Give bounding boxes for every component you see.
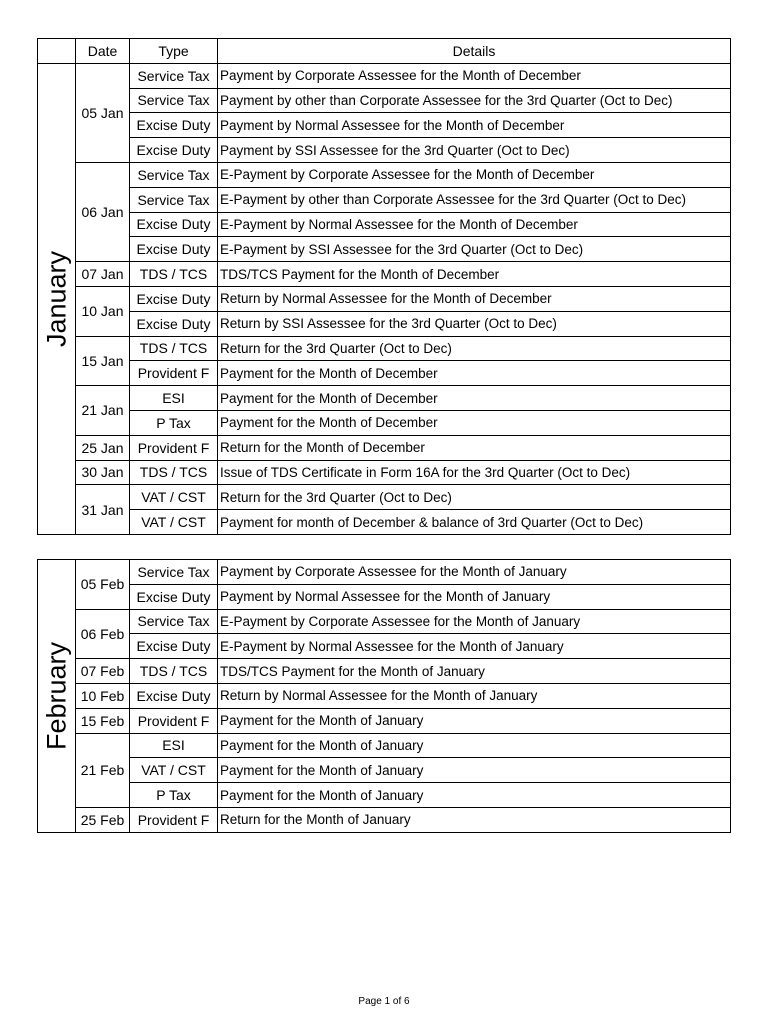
details-cell: Payment for the Month of December — [218, 361, 731, 386]
details-cell: Return for the Month of January — [218, 807, 731, 832]
table-row — [38, 162, 731, 187]
date-cell: 07 Feb — [76, 659, 130, 684]
type-cell: VAT / CST — [130, 510, 218, 535]
date-cell: 05 Jan — [76, 63, 130, 162]
type-cell: ESI — [130, 386, 218, 411]
table-row — [38, 63, 731, 88]
type-cell: Service Tax — [130, 560, 218, 585]
table-row — [38, 311, 731, 336]
details-cell: Payment by Corporate Assessee for the Month of January — [218, 560, 731, 585]
date-cell: 30 Jan — [76, 460, 130, 485]
table-row — [38, 584, 731, 609]
type-cell: P Tax — [130, 410, 218, 435]
type-cell: Service Tax — [130, 609, 218, 634]
type-cell: VAT / CST — [130, 485, 218, 510]
table-row — [38, 485, 731, 510]
table-row — [38, 88, 731, 113]
details-cell: Payment by Corporate Assessee for the Month of December — [218, 63, 731, 88]
details-cell: Return for the Month of December — [218, 435, 731, 460]
table-row — [38, 733, 731, 758]
table-row — [38, 262, 731, 287]
table-row — [38, 783, 731, 808]
table-row — [38, 510, 731, 535]
details-cell: Return for the 3rd Quarter (Oct to Dec) — [218, 336, 731, 361]
type-cell: Excise Duty — [130, 113, 218, 138]
table-row — [38, 708, 731, 733]
date-cell: 05 Feb — [76, 560, 130, 610]
details-cell: E-Payment by SSI Assessee for the 3rd Quarter (Oct to Dec) — [218, 237, 731, 262]
date-cell: 07 Jan — [76, 262, 130, 287]
date-cell: 25 Feb — [76, 807, 130, 832]
table-row — [38, 683, 731, 708]
date-cell: 06 Feb — [76, 609, 130, 659]
table-row — [38, 460, 731, 485]
date-cell: 21 Jan — [76, 386, 130, 436]
type-cell: TDS / TCS — [130, 262, 218, 287]
type-cell: TDS / TCS — [130, 460, 218, 485]
type-cell: Provident F — [130, 708, 218, 733]
type-cell: Excise Duty — [130, 311, 218, 336]
date-cell: 15 Jan — [76, 336, 130, 386]
table-row — [38, 361, 731, 386]
details-cell: Payment for the Month of January — [218, 708, 731, 733]
date-cell: 15 Feb — [76, 708, 130, 733]
details-cell: Payment for the Month of January — [218, 783, 731, 808]
details-cell: TDS/TCS Payment for the Month of January — [218, 659, 731, 684]
type-cell: TDS / TCS — [130, 336, 218, 361]
table-row — [38, 758, 731, 783]
details-cell: Payment for the Month of January — [218, 733, 731, 758]
table-row — [38, 386, 731, 411]
details-cell: Return by Normal Assessee for the Month of December — [218, 286, 731, 311]
page-number: Page 1 of 6 — [358, 996, 410, 1007]
details-cell: Return by Normal Assessee for the Month of January — [218, 683, 731, 708]
month-name: January — [41, 250, 71, 347]
date-cell: 10 Feb — [76, 683, 130, 708]
table-row — [38, 113, 731, 138]
type-cell: VAT / CST — [130, 758, 218, 783]
details-cell: E-Payment by Corporate Assessee for the Month of January — [218, 609, 731, 634]
table-row — [38, 659, 731, 684]
details-cell: Return for the 3rd Quarter (Oct to Dec) — [218, 485, 731, 510]
type-cell: ESI — [130, 733, 218, 758]
table-row — [38, 336, 731, 361]
table-row — [38, 237, 731, 262]
date-cell: 21 Feb — [76, 733, 130, 807]
february-body — [38, 560, 731, 833]
type-cell: Provident F — [130, 807, 218, 832]
month-name: February — [41, 641, 71, 750]
february-table — [37, 559, 731, 833]
table-row — [38, 435, 731, 460]
table-row — [38, 609, 731, 634]
type-cell: TDS / TCS — [130, 659, 218, 684]
type-cell: Service Tax — [130, 187, 218, 212]
january-table — [37, 38, 731, 535]
table-row — [38, 138, 731, 163]
header-date: Date — [76, 39, 130, 64]
details-cell: Payment for the Month of December — [218, 386, 731, 411]
type-cell: Excise Duty — [130, 634, 218, 659]
date-cell: 25 Jan — [76, 435, 130, 460]
type-cell: Excise Duty — [130, 584, 218, 609]
table-row — [38, 187, 731, 212]
header-type: Type — [130, 39, 218, 64]
table-row — [38, 410, 731, 435]
details-cell: Payment by other than Corporate Assessee for the 3rd Quarter (Oct to Dec) — [218, 88, 731, 113]
details-cell: E-Payment by Normal Assessee for the Month of January — [218, 634, 731, 659]
date-cell: 06 Jan — [76, 162, 130, 261]
details-cell: Payment by SSI Assessee for the 3rd Quarter (Oct to Dec) — [218, 138, 731, 163]
february-month-label — [38, 560, 76, 833]
details-cell: TDS/TCS Payment for the Month of December — [218, 262, 731, 287]
table-row — [38, 634, 731, 659]
table-row — [38, 807, 731, 832]
details-cell: Payment by Normal Assessee for the Month of December — [218, 113, 731, 138]
header-details: Details — [218, 39, 731, 64]
details-cell: Return by SSI Assessee for the 3rd Quarter (Oct to Dec) — [218, 311, 731, 336]
details-cell: Issue of TDS Certificate in Form 16A for the 3rd Quarter (Oct to Dec) — [218, 460, 731, 485]
table-row — [38, 286, 731, 311]
details-cell: Payment for month of December & balance of 3rd Quarter (Oct to Dec) — [218, 510, 731, 535]
type-cell: Provident F — [130, 435, 218, 460]
type-cell: Excise Duty — [130, 138, 218, 163]
type-cell: Provident F — [130, 361, 218, 386]
type-cell: Excise Duty — [130, 212, 218, 237]
details-cell: E-Payment by other than Corporate Assessee for the 3rd Quarter (Oct to Dec) — [218, 187, 731, 212]
details-cell: E-Payment by Corporate Assessee for the Month of December — [218, 162, 731, 187]
type-cell: Service Tax — [130, 63, 218, 88]
header-blank — [38, 39, 76, 64]
type-cell: Service Tax — [130, 88, 218, 113]
type-cell: Service Tax — [130, 162, 218, 187]
january-body — [38, 63, 731, 534]
table-row — [38, 212, 731, 237]
type-cell: Excise Duty — [130, 237, 218, 262]
date-cell: 10 Jan — [76, 286, 130, 336]
type-cell: Excise Duty — [130, 286, 218, 311]
table-row — [38, 560, 731, 585]
date-cell: 31 Jan — [76, 485, 130, 535]
details-cell: Payment for the Month of December — [218, 410, 731, 435]
january-month-label — [38, 63, 76, 534]
type-cell: P Tax — [130, 783, 218, 808]
type-cell: Excise Duty — [130, 683, 218, 708]
details-cell: Payment by Normal Assessee for the Month of January — [218, 584, 731, 609]
header-row — [38, 39, 731, 64]
details-cell: E-Payment by Normal Assessee for the Month of December — [218, 212, 731, 237]
details-cell: Payment for the Month of January — [218, 758, 731, 783]
